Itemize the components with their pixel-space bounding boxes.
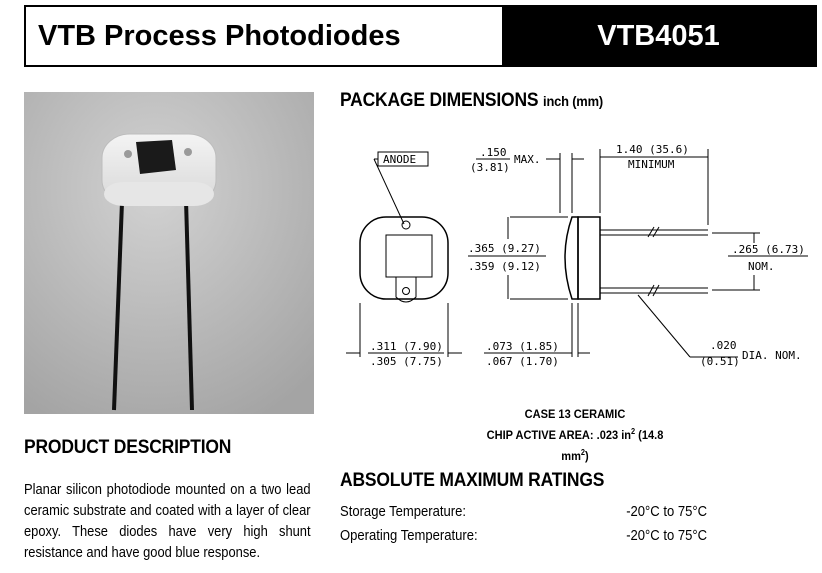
rating-value: -20°C to 75°C <box>626 528 708 544</box>
rating-row-operating <box>340 528 708 544</box>
lead-dia-word: DIA. NOM. <box>742 349 802 362</box>
area-sup1: 2 <box>631 427 636 436</box>
case-info <box>478 406 671 465</box>
width-dim-bottom: .305 (7.75) <box>370 355 443 368</box>
part-number: VTB4051 <box>502 7 815 65</box>
ratings-title: ABSOLUTE MAXIMUM RATINGS <box>340 470 605 491</box>
case-line: CASE 13 CERAMIC <box>524 407 626 421</box>
width-dim-top: .311 (7.90) <box>370 340 443 353</box>
area-sup2: 2 <box>580 448 586 457</box>
package-dimensions-title <box>340 90 603 112</box>
area-prefix: CHIP ACTIVE AREA: .023 in <box>486 428 632 442</box>
package-unit: inch (mm) <box>543 93 603 109</box>
thickness-dim-top: .073 (1.85) <box>486 340 559 353</box>
spacing-dim-top: .265 (6.73) <box>732 243 805 256</box>
thickness-dim-bottom: .067 (1.70) <box>486 355 559 368</box>
lead-dia-top: .020 <box>710 339 737 352</box>
front-view <box>360 217 448 302</box>
height-dim-bottom: .359 (9.12) <box>468 260 541 273</box>
anode-label: ANODE <box>383 153 417 166</box>
rating-value: -20°C to 75°C <box>626 504 708 520</box>
rating-row-storage <box>340 504 708 520</box>
spacing-dim-bottom: NOM. <box>748 260 775 273</box>
header <box>24 5 817 67</box>
product-description-title: PRODUCT DESCRIPTION <box>24 437 232 458</box>
lead-length-top: 1.40 (35.6) <box>616 143 689 156</box>
max-dim-bottom: (3.81) <box>470 161 510 174</box>
max-dim-top: .150 <box>480 146 507 159</box>
area-mid: (14.8 mm <box>561 428 664 463</box>
rating-label: Storage Temperature: <box>340 504 466 520</box>
product-photo <box>24 92 314 414</box>
lead-dia-bottom: (0.51) <box>700 355 740 368</box>
chip-active-area <box>478 423 671 465</box>
lead-length-bottom: MINIMUM <box>628 158 675 171</box>
product-description-text: Planar silicon photodiode mounted on a two lead ceramic substrate and coated with a layer of clear epoxy. These diodes have very high shunt resistance and have good blue response. <box>24 482 311 561</box>
height-dim-top: .365 (9.27) <box>468 242 541 255</box>
package-drawing <box>340 125 810 400</box>
max-dim-word: MAX. <box>514 153 541 166</box>
page-title: VTB Process Photodiodes <box>26 7 502 65</box>
rating-label: Operating Temperature: <box>340 528 478 544</box>
area-suffix: ) <box>585 449 589 463</box>
package-title-text: PACKAGE DIMENSIONS <box>340 90 539 111</box>
side-view <box>565 217 708 299</box>
